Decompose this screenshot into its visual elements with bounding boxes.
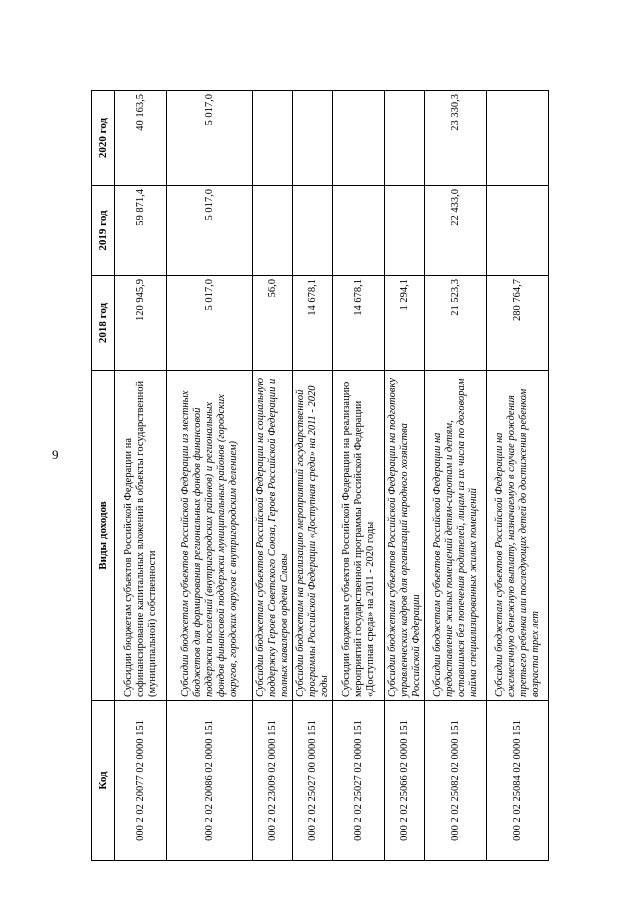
table-header-row [92, 91, 115, 861]
row-2019 [253, 186, 293, 276]
row-code: 000 2 02 25027 02 0000 151 [333, 701, 385, 861]
row-2018: 21 523,3 [425, 276, 487, 371]
row-code: 000 2 02 20077 02 0000 151 [115, 701, 167, 861]
row-2019 [385, 186, 425, 276]
table-row [167, 91, 253, 861]
row-2018: 14 678,1 [333, 276, 385, 371]
row-2020 [293, 91, 333, 186]
row-2019: 22 433,0 [425, 186, 487, 276]
row-2019 [333, 186, 385, 276]
header-type: Виды доходов [92, 371, 115, 701]
row-2019 [487, 186, 549, 276]
header-code: Код [92, 701, 115, 861]
row-name: Субсидии бюджетам на реализацию мероприятий государственной программы Российской Федерации «Доступная среда» на 2011 - 2020 годы [293, 371, 333, 701]
table-row [253, 91, 293, 861]
row-2020: 23 330,3 [425, 91, 487, 186]
row-name: Субсидии бюджетам субъектов Российской Федерации на социальную поддержку Героев Советского Союза, Героев Российской Федерации и полных кавалеров ордена Славы [253, 371, 293, 701]
row-code: 000 2 02 25027 00 0000 151 [293, 701, 333, 861]
row-code: 000 2 02 20086 02 0000 151 [167, 701, 253, 861]
table-row [293, 91, 333, 861]
row-name: Субсидии бюджетам субъектов Российской Федерации из местных бюджетов для формирования региональных фондов финансовой поддержки поселений (внутригородских районов) и региональных фондов финансовой поддержки муниципальных районов (городских округов, городских округов с внутригородским делением) [167, 371, 253, 701]
table-row [425, 91, 487, 861]
header-2019: 2019 год [92, 186, 115, 276]
row-2020 [333, 91, 385, 186]
table-row [115, 91, 167, 861]
row-2019: 5 017,0 [167, 186, 253, 276]
row-2018: 14 678,1 [293, 276, 333, 371]
row-name: Субсидии бюджетам субъектов Российской Федерации на предоставление жилых помещений детям-сиротам и детям, оставшимся без попечения родителей, лицам из их числа по договорам найма специализированных жилых помещений [425, 371, 487, 701]
row-2020 [253, 91, 293, 186]
table-row [385, 91, 425, 861]
row-name: Субсидии бюджетам субъектов Российской Федерации на ежемесячную денежную выплату, назначаемую в случае рождения третьего ребенка или последующих детей до достижения ребенком возраста трех лет [487, 371, 549, 701]
row-2019: 59 871,4 [115, 186, 167, 276]
header-2020: 2020 год [92, 91, 115, 186]
page-number: 9 [52, 447, 59, 462]
row-name: Субсидии бюджетам субъектов Российской Федерации на подготовку управленческих кадров для организаций народного хозяйства Российской Федерации [385, 371, 425, 701]
row-2018: 120 945,9 [115, 276, 167, 371]
header-2018: 2018 год [92, 276, 115, 371]
row-code: 000 2 02 25084 02 0000 151 [487, 701, 549, 861]
table-row [333, 91, 385, 861]
row-2018: 5 017,0 [167, 276, 253, 371]
row-2018: 1 294,1 [385, 276, 425, 371]
revenue-table [91, 90, 549, 861]
row-2020: 5 017,0 [167, 91, 253, 186]
row-code: 000 2 02 25082 02 0000 151 [425, 701, 487, 861]
row-name: Субсидии бюджетам субъектов Российской Федерации на реализацию мероприятий государственной программы Российской Федерации «Доступная среда» на 2011 - 2020 годы [333, 371, 385, 701]
table-row [487, 91, 549, 861]
row-code: 000 2 02 23009 02 0000 151 [253, 701, 293, 861]
row-2018: 280 764,7 [487, 276, 549, 371]
row-2019 [293, 186, 333, 276]
row-2020: 40 163,5 [115, 91, 167, 186]
row-2020 [385, 91, 425, 186]
row-2018: 56,0 [253, 276, 293, 371]
budget-table-rotated [91, 91, 541, 861]
row-name: Субсидии бюджетам субъектов Российской Федерации на софинансирование капитальных вложений в объекты государственной (муниципальной) собственности [115, 371, 167, 701]
row-code: 000 2 02 25066 02 0000 151 [385, 701, 425, 861]
row-2020 [487, 91, 549, 186]
